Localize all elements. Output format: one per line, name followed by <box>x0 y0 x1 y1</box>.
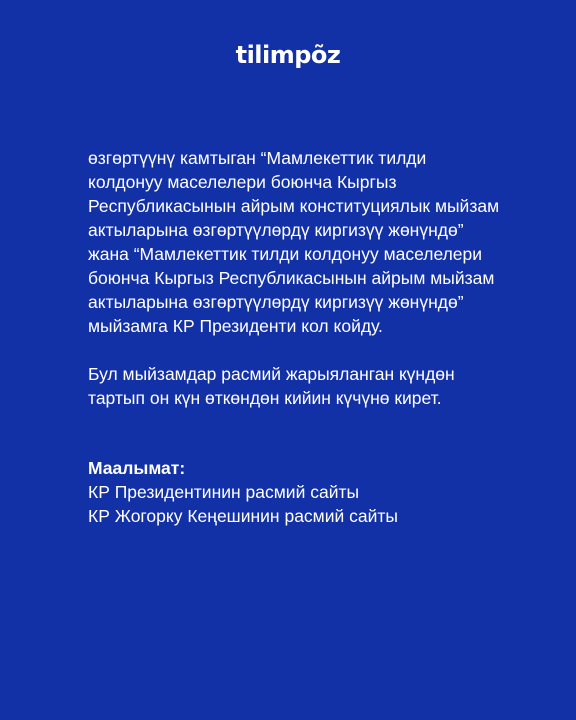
post-content <box>88 146 528 528</box>
effective-date-paragraph: Бул мыйзамдар расмий жарыяланган күндөн тартып он күн өткөндөн кийин күчүнө кирет. <box>88 364 455 408</box>
news-paragraph: өзгөртүүнү камтыган “Мамлекеттик тилди колдонуу маселелери боюнча Кыргыз Республикасынын айрым конституциялык мыйзам актыларына өзгөртүүлөрдү киргизүү жөнүндө” жана “Мамлекеттик тилди колдонуу маселелери боюнча Кыргыз Республикасынын айрым мыйзам актыларына өзгөртүүлөрдү киргизүү жөнүндө” мыйзамга КР Президенти кол койду. <box>88 148 500 336</box>
brand-logo: tilimpõz <box>235 41 341 69</box>
info-source-parliament: КР Жогорку Кеңешинин расмий сайты <box>88 506 398 526</box>
info-source-president: КР Президентинин расмий сайты <box>88 482 360 502</box>
info-block <box>88 456 528 528</box>
info-title: Маалымат: <box>88 458 186 478</box>
